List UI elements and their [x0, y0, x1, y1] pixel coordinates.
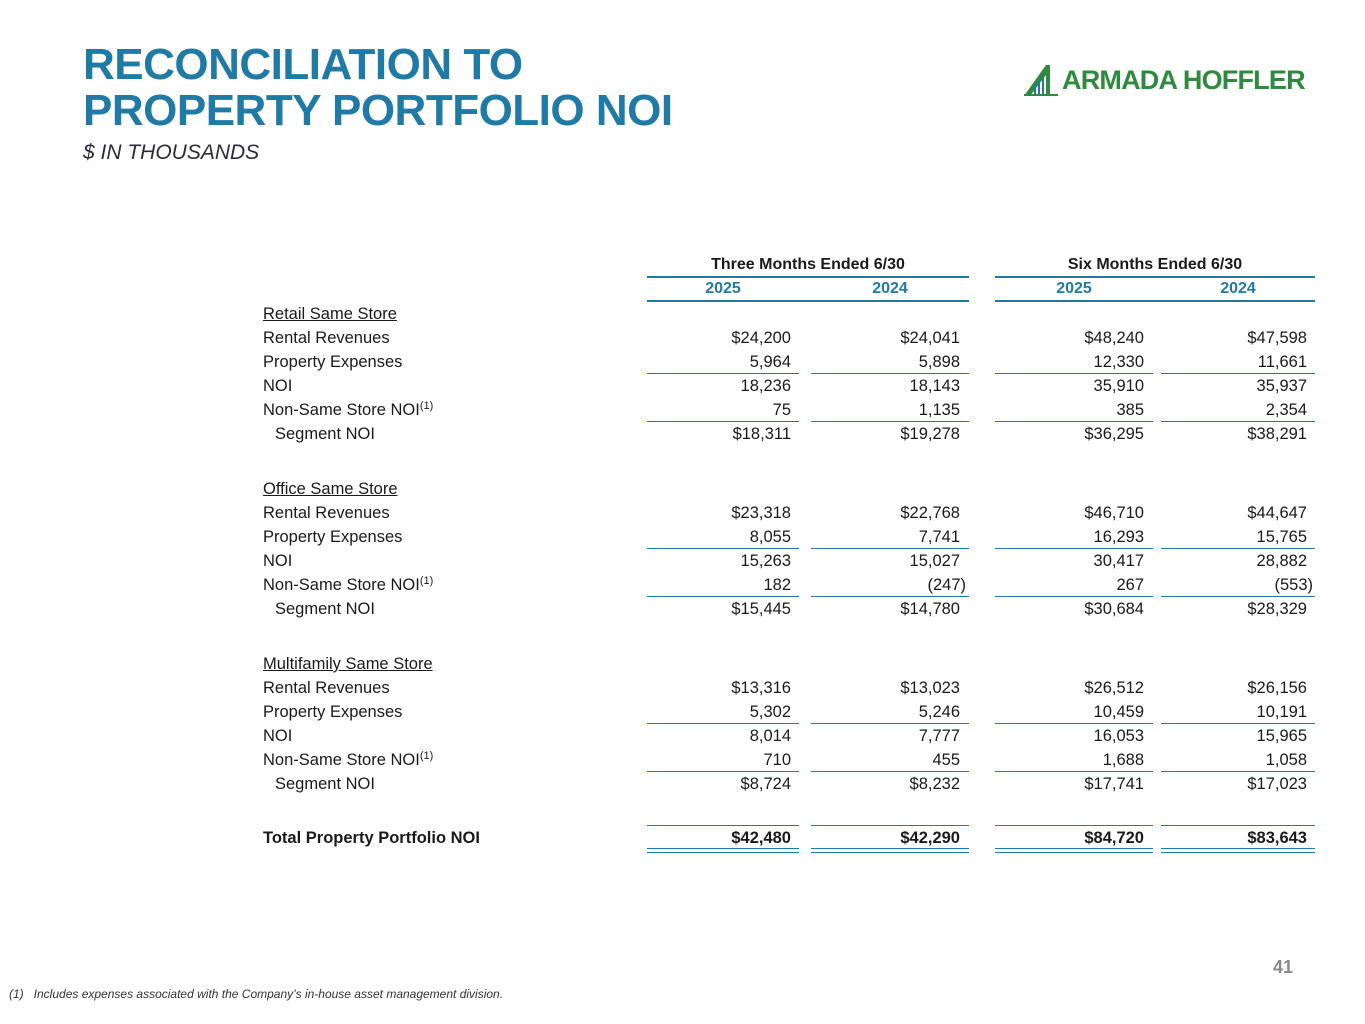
- table-cell: 75: [772, 401, 791, 419]
- subtotal-rule: [995, 421, 1153, 422]
- table-cell: $17,023: [1247, 775, 1307, 793]
- row-label: Segment NOI: [275, 425, 375, 443]
- table-cell: 16,293: [1093, 528, 1144, 546]
- table-cell: $38,291: [1247, 425, 1307, 443]
- row-label: NOI: [263, 377, 293, 395]
- table-cell: $19,278: [900, 425, 960, 443]
- subtotal-rule: [811, 421, 969, 422]
- subtotal-rule: [647, 548, 799, 549]
- table-cell: $17,741: [1084, 775, 1144, 793]
- group-header-six-months: Six Months Ended 6/30: [1067, 256, 1243, 273]
- section-heading-multifamily: Multifamily Same Store: [263, 655, 433, 673]
- year-header: 2025: [1056, 280, 1092, 297]
- table-cell: $8,232: [909, 775, 960, 793]
- page-number: 41: [1273, 957, 1294, 977]
- table-cell: $23,318: [731, 504, 791, 522]
- footnote-ref: (1): [419, 400, 434, 412]
- table-cell: 5,246: [918, 703, 960, 721]
- table-cell: 15,263: [740, 552, 791, 570]
- subtotal-rule: [1161, 596, 1315, 597]
- row-label-text: Non-Same Store NOI: [263, 401, 420, 419]
- year-header: 2025: [705, 280, 741, 297]
- total-cell: $42,480: [731, 829, 791, 847]
- table-cell: (553): [1274, 576, 1313, 594]
- year-rule: [647, 300, 969, 302]
- row-label: Property Expenses: [263, 528, 403, 546]
- year-rule: [995, 300, 1315, 302]
- table-cell: 10,459: [1093, 703, 1144, 721]
- row-label: Segment NOI: [275, 600, 375, 618]
- table-cell: 12,330: [1093, 353, 1144, 371]
- page-subtitle: $ IN THOUSANDS: [83, 141, 260, 164]
- row-label: [263, 400, 433, 420]
- row-label: Property Expenses: [263, 353, 403, 371]
- table-cell: $13,316: [731, 679, 791, 697]
- subtotal-rule: [811, 723, 969, 724]
- row-label: NOI: [263, 552, 293, 570]
- subtotal-rule: [647, 771, 799, 772]
- table-cell: 35,910: [1093, 377, 1144, 395]
- table-cell: $18,311: [732, 425, 791, 443]
- row-label: Property Expenses: [263, 703, 403, 721]
- row-label-text: Non-Same Store NOI: [263, 751, 420, 769]
- table-cell: $48,240: [1084, 329, 1144, 347]
- subtotal-rule: [647, 421, 799, 422]
- row-label: [263, 750, 433, 770]
- total-double-rule: [647, 848, 799, 853]
- subtotal-rule: [995, 771, 1153, 772]
- table-cell: 8,055: [749, 528, 791, 546]
- table-cell: 11,661: [1257, 353, 1307, 371]
- row-label: Segment NOI: [275, 775, 375, 793]
- subtotal-rule: [1161, 723, 1315, 724]
- subtotal-rule: [995, 373, 1153, 374]
- header-rule: [995, 276, 1315, 278]
- subtotal-rule: [647, 723, 799, 724]
- subtotal-rule: [1161, 373, 1315, 374]
- table-cell: 18,236: [740, 377, 791, 395]
- total-double-rule: [811, 848, 969, 853]
- group-header-three-months: Three Months Ended 6/30: [711, 256, 905, 273]
- table-cell: 5,302: [749, 703, 791, 721]
- table-cell: 267: [1116, 576, 1144, 594]
- table-cell: 18,143: [909, 377, 960, 395]
- footnote-ref: (1): [419, 575, 434, 587]
- table-cell: 1,058: [1265, 751, 1307, 769]
- subtotal-rule: [1161, 421, 1315, 422]
- table-cell: 28,882: [1256, 552, 1307, 570]
- table-cell: $36,295: [1084, 425, 1144, 443]
- table-cell: $15,445: [731, 600, 791, 618]
- footnote-text: Includes expenses associated with the Company’s in-house asset management division.: [33, 987, 504, 1001]
- total-top-rule: [995, 825, 1153, 826]
- total-double-rule: [1161, 848, 1315, 853]
- table-cell: 7,741: [918, 528, 960, 546]
- row-label: Rental Revenues: [263, 504, 390, 522]
- table-cell: $28,329: [1247, 600, 1307, 618]
- header-rule: [647, 276, 969, 278]
- table-cell: 15,765: [1256, 528, 1307, 546]
- row-label: Rental Revenues: [263, 329, 390, 347]
- table-cell: $44,647: [1247, 504, 1307, 522]
- logo-text: ARMADA HOFFLER: [1062, 64, 1305, 95]
- subtotal-rule: [811, 373, 969, 374]
- page-title-line-2: PROPERTY PORTFOLIO NOI: [83, 86, 673, 135]
- table-cell: 15,965: [1256, 727, 1307, 745]
- table-cell: 385: [1116, 401, 1144, 419]
- table-cell: $24,200: [731, 329, 791, 347]
- row-label-text: Non-Same Store NOI: [263, 576, 420, 594]
- subtotal-rule: [811, 771, 969, 772]
- section-heading-office: Office Same Store: [263, 480, 398, 498]
- total-label: Total Property Portfolio NOI: [263, 829, 480, 847]
- footnote: [9, 987, 503, 1001]
- table-cell: 2,354: [1265, 401, 1307, 419]
- table-cell: 30,417: [1093, 552, 1144, 570]
- table-cell: 710: [763, 751, 791, 769]
- table-cell: $14,780: [900, 600, 960, 618]
- total-top-rule: [647, 825, 799, 826]
- table-cell: $30,684: [1084, 600, 1144, 618]
- year-header: 2024: [872, 280, 908, 297]
- table-cell: $24,041: [900, 329, 960, 347]
- row-label: NOI: [263, 727, 293, 745]
- total-cell: $42,290: [900, 829, 960, 847]
- subtotal-rule: [1161, 771, 1315, 772]
- subtotal-rule: [1161, 548, 1315, 549]
- table-cell: $8,724: [740, 775, 791, 793]
- total-top-rule: [811, 825, 969, 826]
- table-cell: 1,688: [1102, 751, 1144, 769]
- row-label: Rental Revenues: [263, 679, 390, 697]
- table-cell: 8,014: [749, 727, 791, 745]
- table-cell: (247): [927, 576, 966, 594]
- table-cell: $26,512: [1084, 679, 1144, 697]
- subtotal-rule: [647, 373, 799, 374]
- table-cell: 15,027: [909, 552, 960, 570]
- table-cell: $47,598: [1247, 329, 1307, 347]
- footnote-mark: (1): [9, 987, 24, 1001]
- subtotal-rule: [995, 548, 1153, 549]
- table-cell: 182: [763, 576, 791, 594]
- table-cell: 10,191: [1256, 703, 1307, 721]
- table-cell: 7,777: [918, 727, 960, 745]
- subtotal-rule: [995, 596, 1153, 597]
- table-cell: 35,937: [1256, 377, 1307, 395]
- footnote-ref: (1): [419, 750, 434, 762]
- table-cell: 16,053: [1093, 727, 1144, 745]
- year-header: 2024: [1220, 280, 1256, 297]
- table-cell: $46,710: [1084, 504, 1144, 522]
- subtotal-rule: [811, 596, 969, 597]
- table-cell: 5,898: [918, 353, 960, 371]
- total-cell: $83,643: [1247, 829, 1307, 847]
- table-cell: $26,156: [1247, 679, 1307, 697]
- total-double-rule: [995, 848, 1153, 853]
- subtotal-rule: [995, 723, 1153, 724]
- section-heading-retail: Retail Same Store: [263, 305, 397, 323]
- table-cell: 1,135: [918, 401, 960, 419]
- table-cell: 455: [932, 751, 960, 769]
- total-top-rule: [1161, 825, 1315, 826]
- total-cell: $84,720: [1084, 829, 1144, 847]
- row-label: [263, 575, 433, 595]
- subtotal-rule: [811, 548, 969, 549]
- subtotal-rule: [647, 596, 799, 597]
- table-cell: $13,023: [900, 679, 960, 697]
- table-cell: $22,768: [900, 504, 960, 522]
- page-title-line-1: RECONCILIATION TO: [83, 40, 523, 89]
- table-cell: 5,964: [749, 353, 791, 371]
